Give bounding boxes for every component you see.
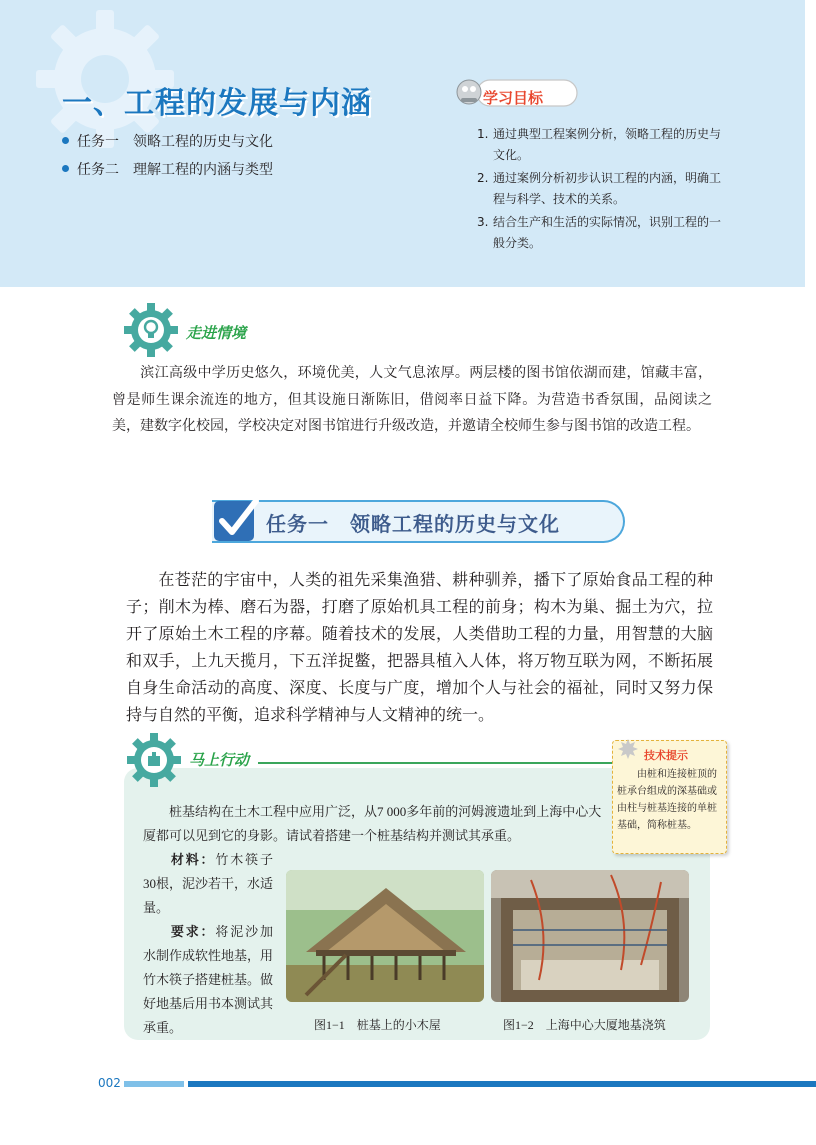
chapter-title: 一、工程的发展与内涵 xyxy=(62,86,372,121)
figure-1-1-caption: 图1−1 桩基上的小木屋 xyxy=(314,1018,441,1032)
footer-bar xyxy=(124,1081,184,1087)
task-list-item[interactable]: 任务二 理解工程的内涵与类型 xyxy=(62,156,273,184)
page-number: 002 xyxy=(98,1076,121,1090)
figure-1-2-caption: 图1−2 上海中心大厦地基浇筑 xyxy=(503,1018,666,1032)
materials-line: 材料：竹木筷子30根，泥沙若干，水适量。 xyxy=(143,852,274,915)
goal-item: 1. 通过典型工程案例分析，领略工程的历史与文化。 xyxy=(477,127,722,162)
checkmark-icon xyxy=(212,495,260,545)
stilt-wooden-house-image xyxy=(286,870,484,1002)
goal-item: 2. 通过案例分析初步认识工程的内涵，明确工程与科学、技术的关系。 xyxy=(477,171,722,206)
section-divider xyxy=(258,762,618,764)
gear-lightbulb-icon xyxy=(121,300,181,360)
section-label-scenario: 走进情境 xyxy=(186,324,247,342)
gear-hand-icon xyxy=(124,730,184,790)
maple-leaf-icon xyxy=(616,737,640,761)
chapter-task-list xyxy=(62,128,273,184)
footer-bar xyxy=(188,1081,816,1087)
bullet-icon xyxy=(62,137,69,144)
task-banner-title: 任务一 领略工程的历史与文化 xyxy=(266,512,560,536)
scenario-paragraph: 滨江高级中学历史悠久，环境优美，人文气息浓厚。两层楼的图书馆依湖而建，馆藏丰富，曾是师生课余流连的地方，但其设施日渐陈旧，借阅率日益下降。为营造书香氛围，品阅读之美，建数字化校园，学校决定对图书馆进行升级改造，并邀请全校师生参与图书馆的改造工程。 xyxy=(112,365,712,434)
figure-1-2-photo xyxy=(491,870,689,1002)
learning-goals-list xyxy=(477,124,732,256)
bullet-icon xyxy=(62,165,69,172)
foundation-pouring-image xyxy=(491,870,689,1002)
tip-title: 技术提示 xyxy=(644,749,688,762)
task-list-item[interactable]: 任务一 领略工程的历史与文化 xyxy=(62,128,273,156)
requirements-line: 要求：将泥沙加水制作成软性地基，用竹木筷子搭建桩基。做好地基后用书本测试其承重。 xyxy=(143,924,274,1035)
section-label-action: 马上行动 xyxy=(189,751,250,769)
action-paragraph: 桩基结构在土木工程中应用广泛，从7 000多年前的河姆渡遗址到上海中心大厦都可以见到它的身影。请试着搭建一个桩基结构并测试其承重。 xyxy=(143,804,602,843)
goal-item: 3. 结合生产和生活的实际情况，识别工程的一般分类。 xyxy=(477,215,722,250)
learning-goals-label: 学习目标 xyxy=(483,89,544,107)
figure-1-1-photo xyxy=(286,870,484,1002)
task-intro-paragraph: 在苍茫的宇宙中，人类的祖先采集渔猎、耕种驯养，播下了原始食品工程的种子；削木为棒、磨石为器，打磨了原始机具工程的前身；构木为巢、掘土为穴，拉开了原始土木工程的序幕。随着技术的发展，人类借助工程的力量，用智慧的大脑和双手，上九天揽月，下五洋捉鳖，把器具植入人体，将万物互联为网，不断拓展自身生命活动的高度、深度、长度与广度，增加个人与社会的福祉，同时又努力保持与自然的平衡，追求科学精神与人文精神的统一。 xyxy=(126,572,713,724)
chapter-header xyxy=(0,0,805,287)
action-requirements xyxy=(143,848,273,1040)
tip-text: 由桩和连接桩顶的桩承台组成的深基础或由柱与桩基连接的单桩基础，简称桩基。 xyxy=(617,769,717,831)
